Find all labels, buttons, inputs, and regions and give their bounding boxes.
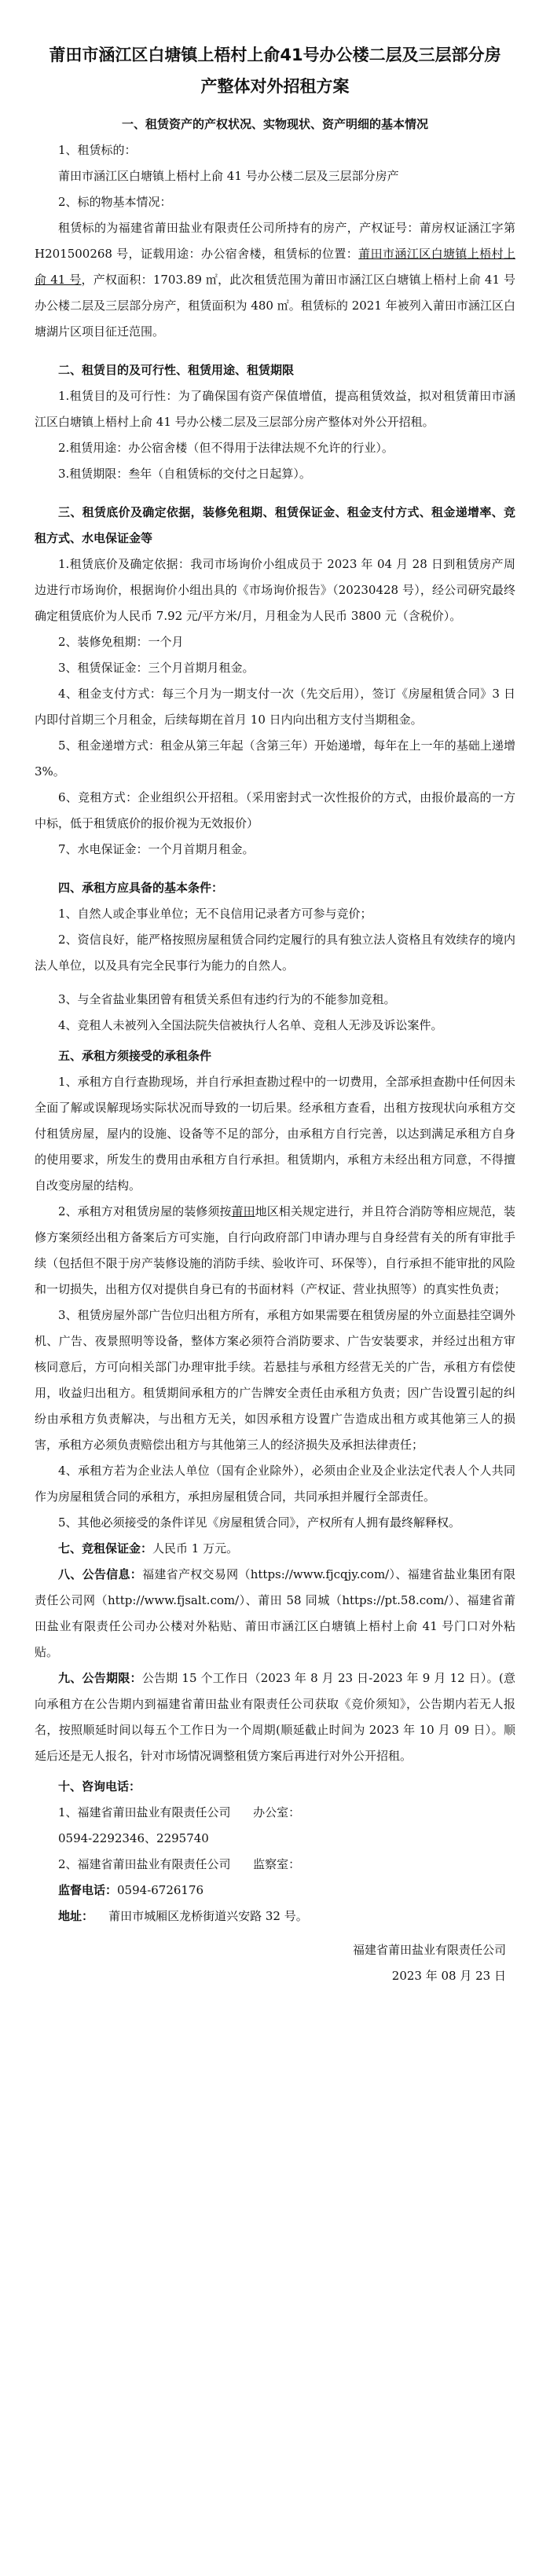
contact-2-org: 2、福建省莆田盐业有限责任公司	[58, 1857, 231, 1871]
section-3-item-5: 5、租金递增方式：租金从第三年起（含第三年）开始递增，每年在上一年的基础上递增 3%。	[35, 738, 515, 779]
section-4-heading: 四、承租方应具备的基本条件：	[58, 881, 224, 895]
deposit-paragraph	[35, 1536, 515, 1562]
section-1-item-1-text: 莆田市涵江区白塘镇上梧村上俞 41 号办公楼二层及三层部分房产	[58, 169, 399, 183]
section-1-item-2-text	[35, 215, 515, 345]
decoration-rule-text: 2、承租方对租赁房屋的装修须按	[58, 1204, 232, 1218]
address-label: 地址：	[58, 1909, 94, 1923]
document-title: 莆田市涵江区白塘镇上梧村上俞41号办公楼二层及三层部分房产整体对外招租方案	[49, 46, 501, 96]
notice-info-paragraph	[35, 1562, 515, 1665]
section-4-item-2: 2、资信良好，能严格按照房屋租赁合同约定履行的具有独立法人资格且有效续存的境内法人单位，以及具有完全民事行为能力的自然人。	[35, 933, 515, 973]
section-3-heading: 三、租赁底价及确定依据，装修免租期、租赁保证金、租金支付方式、租金递增率、竞租方式、水电保证金等	[35, 505, 515, 545]
section-3-item-7: 7、水电保证金：一个月首期月租金。	[58, 842, 255, 856]
supervision-phone-label: 监督电话：	[58, 1883, 118, 1897]
contact-2-dept: 监察室：	[253, 1857, 301, 1871]
contact-2-phone-line	[35, 1878, 515, 1904]
supervision-phone: 0594-6726176	[117, 1883, 204, 1897]
contact-1-phone: 0594-2292346、2295740	[58, 1831, 209, 1845]
section-3-item-2: 2、装修免租期：一个月	[58, 635, 184, 649]
decoration-region: 莆田	[231, 1204, 255, 1218]
section-3-item-1: 1.租赁底价及确定依据：我司市场询价小组成员于 2023 年 04 月 28 日到租赁房产周边进行市场询价，根据询价小组出具的《市场询价报告》（20230428 号），经公司研究最终确定租赁底价为人民币 7.92 元/平方米/月，月租金为人民币 3800 元（含税价）。	[35, 557, 515, 623]
notice-info-heading: 八、公告信息：	[58, 1567, 143, 1581]
notice-period-text: 公告期 15 个工作日（2023 年 8 月 23 日-2023 年 9 月 12 日）。(意向承租方在公告期内到福建省莆田盐业有限责任公司获取《竞价须知》，公告期内若无人报名，按照顺延时间以每五个工作日为一个周期(顺延截止时间为 2023 年 10 月 09 日）。顺延后还是无人报名，针对市场情况调整租赁方案后再进行对外公开招租。	[35, 1671, 515, 1763]
section-5-item-5: 5、其他必须接受的条件详见《房屋租赁合同》，产权所有人拥有最终解释权。	[58, 1515, 461, 1530]
section-2-item-2: 2.租赁用途：办公宿舍楼（但不得用于法律法规不允许的行业）。	[58, 441, 394, 455]
contact-1-org: 1、福建省莆田盐业有限责任公司	[58, 1805, 231, 1819]
section-3-item-4: 4、租金支付方式：每三个月为一期支付一次（先交后用），签订《房屋租赁合同》3 日内即付首期三个月租金，后续每期在首月 10 日内向出租方支付当期租金。	[35, 687, 515, 727]
decoration-rule-rest: 地区相关规定进行，并且符合消防等相应规范，装修方案须经出租方备案后方可实施，自行向政府部门申请办理与自身经营有关的所有审批手续（包括但不限于房产装修设施的消防手续、验收许可、环保等），自行承担不能审批的风险和一切损失，出租方仅对提供自身已有的书面材料（产权证、营业执照等）的真实性负责；	[35, 1204, 515, 1296]
section-1-heading: 一、租赁资产的产权状况、实物现状、资产明细的基本情况	[121, 117, 428, 131]
section-4-item-1: 1、自然人或企事业单位；无不良信用记录者方可参与竞价；	[58, 907, 372, 921]
section-3-item-3: 3、租赁保证金：三个月首期月租金。	[58, 661, 255, 675]
section-4-item-4: 4、竞租人未被列入全国法院失信被执行人名单、竞租人无涉及诉讼案件。	[58, 1018, 443, 1032]
address-text: 莆田市城厢区龙桥街道兴安路 32 号。	[108, 1909, 308, 1923]
notice-info-text: 福建省产权交易网（https://www.fjcqjy.com/）、福建省盐业集团有限责任公司网（http://www.fjsalt.com/）、莆田 58 同城（https://pt.58.com/）、福建省莆田盐业有限责任公司办公楼对外粘贴、莆田市涵江区白塘镇上梧村上俞 41 号门口对外粘贴。	[35, 1567, 515, 1659]
section-2-heading: 二、租赁目的及可行性、租赁用途、租赁期限	[58, 363, 295, 377]
section-5-item-3: 3、租赁房屋外部广告位归出租方所有，承租方如果需要在租赁房屋的外立面悬挂空调外机、广告、夜景照明等设备，整体方案必须符合消防要求、广告安装要求，并经过出租方审核同意后，方可向相关部门办理审批手续。若悬挂与承租方经营无关的广告，承租方有偿使用，收益归出租方。租赁期间承租方的广告牌安全责任由承租方负责；因广告设置引起的纠纷由承租方负责解决，与出租方无关，如因承租方设置广告造成出租方或其他第三人的损害，承租方必须负责赔偿出租方与其他第三人的经济损失及承担法律责任；	[35, 1308, 515, 1452]
section-5-item-2	[35, 1199, 515, 1303]
section-5-heading: 五、承租方须接受的承租条件	[58, 1049, 212, 1063]
property-description: 租赁标的为福建省莆田盐业有限责任公司所持有的房产，产权证号：莆房权证涵江字第 H201500268 号，证载用途：办公宿舍楼，租赁标的位置：	[35, 221, 515, 261]
notice-period-heading: 九、公告期限：	[58, 1671, 142, 1685]
signature-company: 福建省莆田盐业有限责任公司	[352, 1943, 506, 1957]
deposit-amount: 人民币 1 万元。	[152, 1541, 239, 1555]
section-2-item-1: 1.租赁目的及可行性：为了确保国有资产保值增值，提高租赁效益，拟对租赁莆田市涵江区白塘镇上梧村上俞 41 号办公楼二层及三层部分房产整体对外公开招租。	[35, 389, 515, 429]
contact-1-dept: 办公室：	[253, 1805, 301, 1819]
section-1-item-1: 1、租赁标的：	[58, 143, 137, 157]
address-line	[35, 1904, 515, 1929]
section-4-item-3: 3、与全省盐业集团曾有租赁关系但有违约行为的不能参加竞租。	[58, 992, 396, 1006]
property-area: ，产权面积：1703.89 ㎡，此次租赁范围为莆田市涵江区白塘镇上梧村上俞 41 号办公楼二层及三层部分房产，租赁面积为 480 ㎡。租赁标的 2021 年被列入莆田市涵江区白塘湖片区项目征迁范围。	[35, 273, 515, 339]
contact-heading: 十、咨询电话：	[58, 1779, 141, 1794]
section-3-item-6: 6、竞租方式：企业组织公开招租。（采用密封式一次性报价的方式，由报价最高的一方中标，低于租赁底价的报价视为无效报价）	[35, 790, 515, 830]
contact-2	[35, 1852, 515, 1878]
section-5-item-1: 1、承租方自行查勘现场，并自行承担查勘过程中的一切费用，全部承担查勘中任何因未全面了解或误解现场实际状况而导致的一切后果。经承租方查看，出租方按现状向承租方交付租赁房屋，屋内的设施、设备等不足的部分，由承租方自行完善，以达到满足承租方自身的使用要求，所发生的费用由承租方自行承担。租赁期内，承租方未经出租方同意，不得擅自改变房屋的结构。	[35, 1075, 515, 1193]
section-2-item-3: 3.租赁期限：叁年（自租赁标的交付之日起算）。	[58, 467, 311, 481]
deposit-heading: 七、竞租保证金：	[58, 1541, 153, 1555]
property-location: 莆田市涵江区白塘镇上梧村上俞 41 号	[35, 247, 515, 287]
section-5-item-4: 4、承租方若为企业法人单位（国有企业除外），必须由企业及企业法定代表人个人共同作为房屋租赁合同的承租方，承担房屋租赁合同，共同承担并履行全部责任。	[35, 1464, 515, 1504]
section-1-item-2: 2、标的物基本情况：	[58, 195, 172, 209]
signature-date: 2023 年 08 月 23 日	[391, 1969, 506, 1983]
notice-period-paragraph	[35, 1665, 515, 1769]
contact-1	[35, 1800, 515, 1826]
